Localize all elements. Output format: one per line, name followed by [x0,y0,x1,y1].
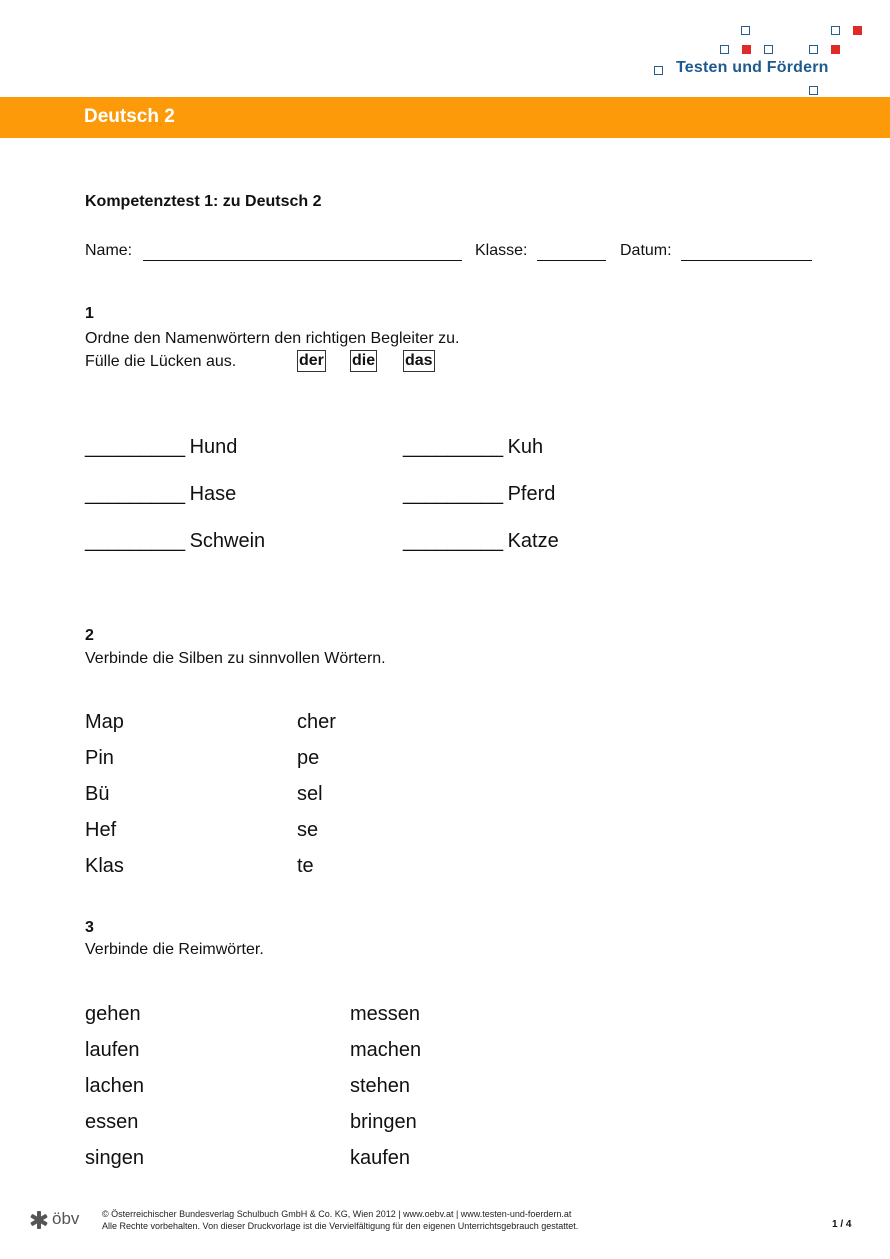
rhyme-right[interactable]: stehen [350,1075,411,1097]
name-label: Name: [85,242,133,259]
noun: Katze [507,530,559,552]
logo-square-icon [654,66,663,75]
article-blank[interactable]: _________ [85,530,186,552]
task2-instruction: Verbinde die Silben zu sinnvollen Wörtern. [85,650,386,667]
rhyme-left[interactable]: laufen [85,1039,140,1061]
task1-instruction: Fülle die Lücken aus. [85,353,237,370]
task1-item [403,483,555,506]
logo-square-icon [809,45,818,54]
task1-item [403,530,559,553]
task2-number: 2 [85,627,94,644]
footer-rights: Alle Rechte vorbehalten. Von dieser Druckvorlage ist die Vervielfältigung für den eigenen Unterrichtsgebrauch gestattet. [102,1221,579,1231]
rhyme-right[interactable]: bringen [350,1111,417,1133]
page-number: 1 / 4 [832,1219,852,1230]
class-label: Klasse: [475,242,528,259]
publisher-star-icon [29,1210,49,1230]
band-title: Deutsch 2 [84,106,175,127]
article-blank[interactable]: _________ [403,483,504,505]
syllable-left[interactable]: Bü [85,783,110,805]
article-blank[interactable]: _________ [403,436,504,458]
article-blank[interactable]: _________ [85,483,186,505]
task1-instruction: Ordne den Namenwörtern den richtigen Begleiter zu. [85,330,460,347]
noun: Hase [189,483,237,505]
rhyme-left[interactable]: lachen [85,1075,144,1097]
article-box: die [350,350,377,372]
logo-square-icon [764,45,773,54]
name-field[interactable] [143,260,462,261]
syllable-left[interactable]: Pin [85,747,114,769]
article-blank[interactable]: _________ [403,530,504,552]
rhyme-right[interactable]: kaufen [350,1147,411,1169]
article-box: der [297,350,326,372]
syllable-left[interactable]: Hef [85,819,117,841]
rhyme-left[interactable]: gehen [85,1003,141,1025]
logo-square-icon [831,26,840,35]
brand-name: Testen und Fördern [676,59,829,76]
date-field[interactable] [681,260,812,261]
logo-square-icon [741,26,750,35]
rhyme-left[interactable]: singen [85,1147,144,1169]
task1-item [85,436,237,459]
syllable-left[interactable]: Map [85,711,124,733]
logo-square-icon [809,86,818,95]
noun: Kuh [507,436,544,458]
task1-item [85,483,236,506]
noun: Hund [189,436,238,458]
rhyme-right[interactable]: machen [350,1039,422,1061]
article-blank[interactable]: _________ [85,436,186,458]
task1-item [85,530,265,553]
syllable-right[interactable]: se [297,819,319,841]
class-field[interactable] [537,260,606,261]
rhyme-right[interactable]: messen [350,1003,421,1025]
task1-item [403,436,543,459]
logo-square-icon [742,45,751,54]
publisher-logo-text: öbv [52,1209,80,1228]
logo-square-icon [831,45,840,54]
syllable-right[interactable]: cher [297,711,336,733]
publisher-logo [29,1210,89,1232]
noun: Pferd [507,483,556,505]
task3-number: 3 [85,919,94,936]
article-box: das [403,350,435,372]
syllable-right[interactable]: te [297,855,314,877]
syllable-left[interactable]: Klas [85,855,124,877]
noun: Schwein [189,530,266,552]
syllable-right[interactable]: sel [297,783,323,805]
task1-number: 1 [85,305,94,322]
task3-instruction: Verbinde die Reimwörter. [85,941,264,958]
syllable-right[interactable]: pe [297,747,320,769]
footer-copyright: © Österreichischer Bundesverlag Schulbuch GmbH & Co. KG, Wien 2012 | www.oebv.at | www.testen-und-foerdern.at [102,1209,572,1219]
date-label: Datum: [620,242,672,259]
logo-square-icon [853,26,862,35]
test-title: Kompetenztest 1: zu Deutsch 2 [85,193,322,210]
logo-square-icon [720,45,729,54]
rhyme-left[interactable]: essen [85,1111,139,1133]
